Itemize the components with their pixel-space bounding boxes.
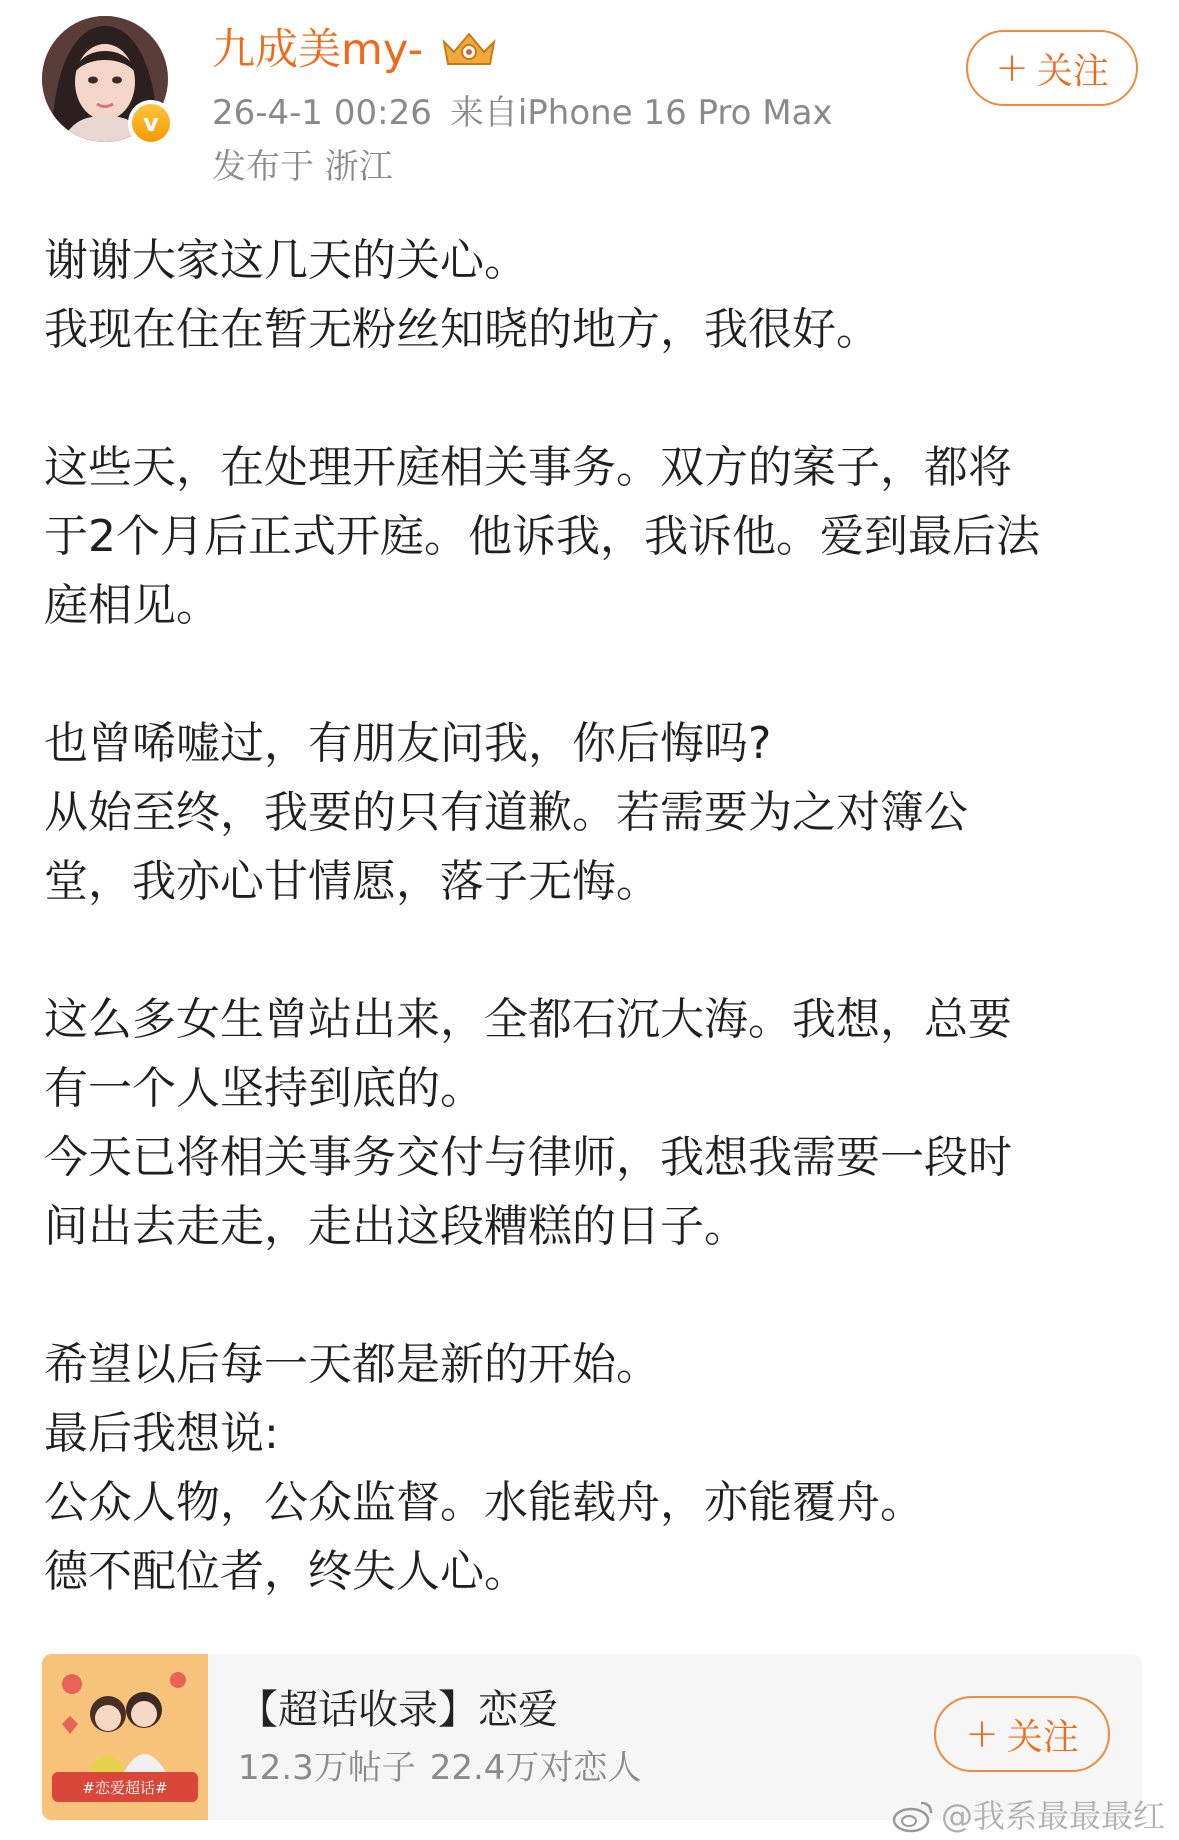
couple-illustration-icon bbox=[42, 1654, 208, 1820]
post-line: 我现在住在暂无粉丝知晓的地方，我很好。 bbox=[44, 304, 880, 355]
post-line: 这些天，在处理开庭相关事务。双方的案子，都将 bbox=[44, 442, 1012, 493]
post-meta bbox=[212, 90, 851, 136]
crown-icon bbox=[440, 30, 498, 70]
post-line: 庭相见。 bbox=[44, 580, 220, 631]
post-line: 堂，我亦心甘情愿，落子无悔。 bbox=[44, 856, 660, 907]
post-line: 于2个月后正式开庭。他诉我，我诉他。爱到最后法 bbox=[44, 511, 1040, 562]
verified-v-icon: v bbox=[132, 104, 170, 142]
post-line: 这么多女生曾站出来，全都石沉大海。我想，总要 bbox=[44, 994, 1012, 1045]
post-header bbox=[0, 0, 1179, 200]
post-line: 最后我想说: bbox=[44, 1408, 279, 1459]
weibo-logo-icon bbox=[891, 1799, 935, 1833]
paragraph bbox=[44, 1330, 1144, 1606]
post-line: 公众人物，公众监督。水能载舟，亦能覆舟。 bbox=[44, 1477, 924, 1528]
post-source: 来自iPhone 16 Pro Max bbox=[449, 93, 833, 133]
follow-button-label: 关注 bbox=[1036, 50, 1109, 92]
topic-follow-button[interactable] bbox=[934, 1696, 1110, 1772]
topic-member-count: 22.4万对恋人 bbox=[429, 1748, 642, 1788]
paragraph bbox=[44, 433, 1144, 640]
paragraph bbox=[44, 709, 1144, 916]
topic-title: 【超话收录】恋爱 bbox=[238, 1687, 558, 1733]
topic-thumb-label: #恋爱超话# bbox=[82, 1779, 168, 1797]
post-line: 德不配位者，终失人心。 bbox=[44, 1546, 528, 1597]
topic-thumbnail bbox=[42, 1654, 208, 1820]
paragraph bbox=[44, 226, 1144, 364]
post-line: 间出去走走，走出这段糟糕的日子。 bbox=[44, 1201, 748, 1252]
topic-post-count: 12.3万帖子 bbox=[238, 1748, 416, 1788]
post-location: 发布于 浙江 bbox=[212, 147, 393, 187]
topic-stats bbox=[238, 1746, 655, 1790]
plus-icon: + bbox=[995, 45, 1029, 91]
post-line: 从始至终，我要的只有道歉。若需要为之对簿公 bbox=[44, 787, 968, 838]
topic-follow-label: 关注 bbox=[1006, 1716, 1079, 1758]
post-line: 希望以后每一天都是新的开始。 bbox=[44, 1339, 660, 1390]
plus-icon: + bbox=[965, 1711, 999, 1757]
post-timestamp: 26-4-1 00:26 bbox=[212, 93, 432, 133]
paragraph bbox=[44, 985, 1144, 1261]
post-text bbox=[44, 226, 1144, 1606]
author-name[interactable]: 九成美my- bbox=[212, 25, 424, 75]
watermark bbox=[891, 1796, 1165, 1836]
post-line: 也曾唏嘘过，有朋友问我，你后悔吗? bbox=[44, 718, 772, 769]
post-line: 今天已将相关事务交付与律师，我想我需要一段时 bbox=[44, 1132, 1012, 1183]
post-line: 有一个人坚持到底的。 bbox=[44, 1063, 484, 1114]
watermark-text: @我系最最最红 bbox=[940, 1797, 1165, 1835]
follow-button[interactable] bbox=[966, 30, 1138, 106]
post-line: 谢谢大家这几天的关心。 bbox=[44, 235, 528, 286]
verified-badge bbox=[128, 100, 174, 146]
